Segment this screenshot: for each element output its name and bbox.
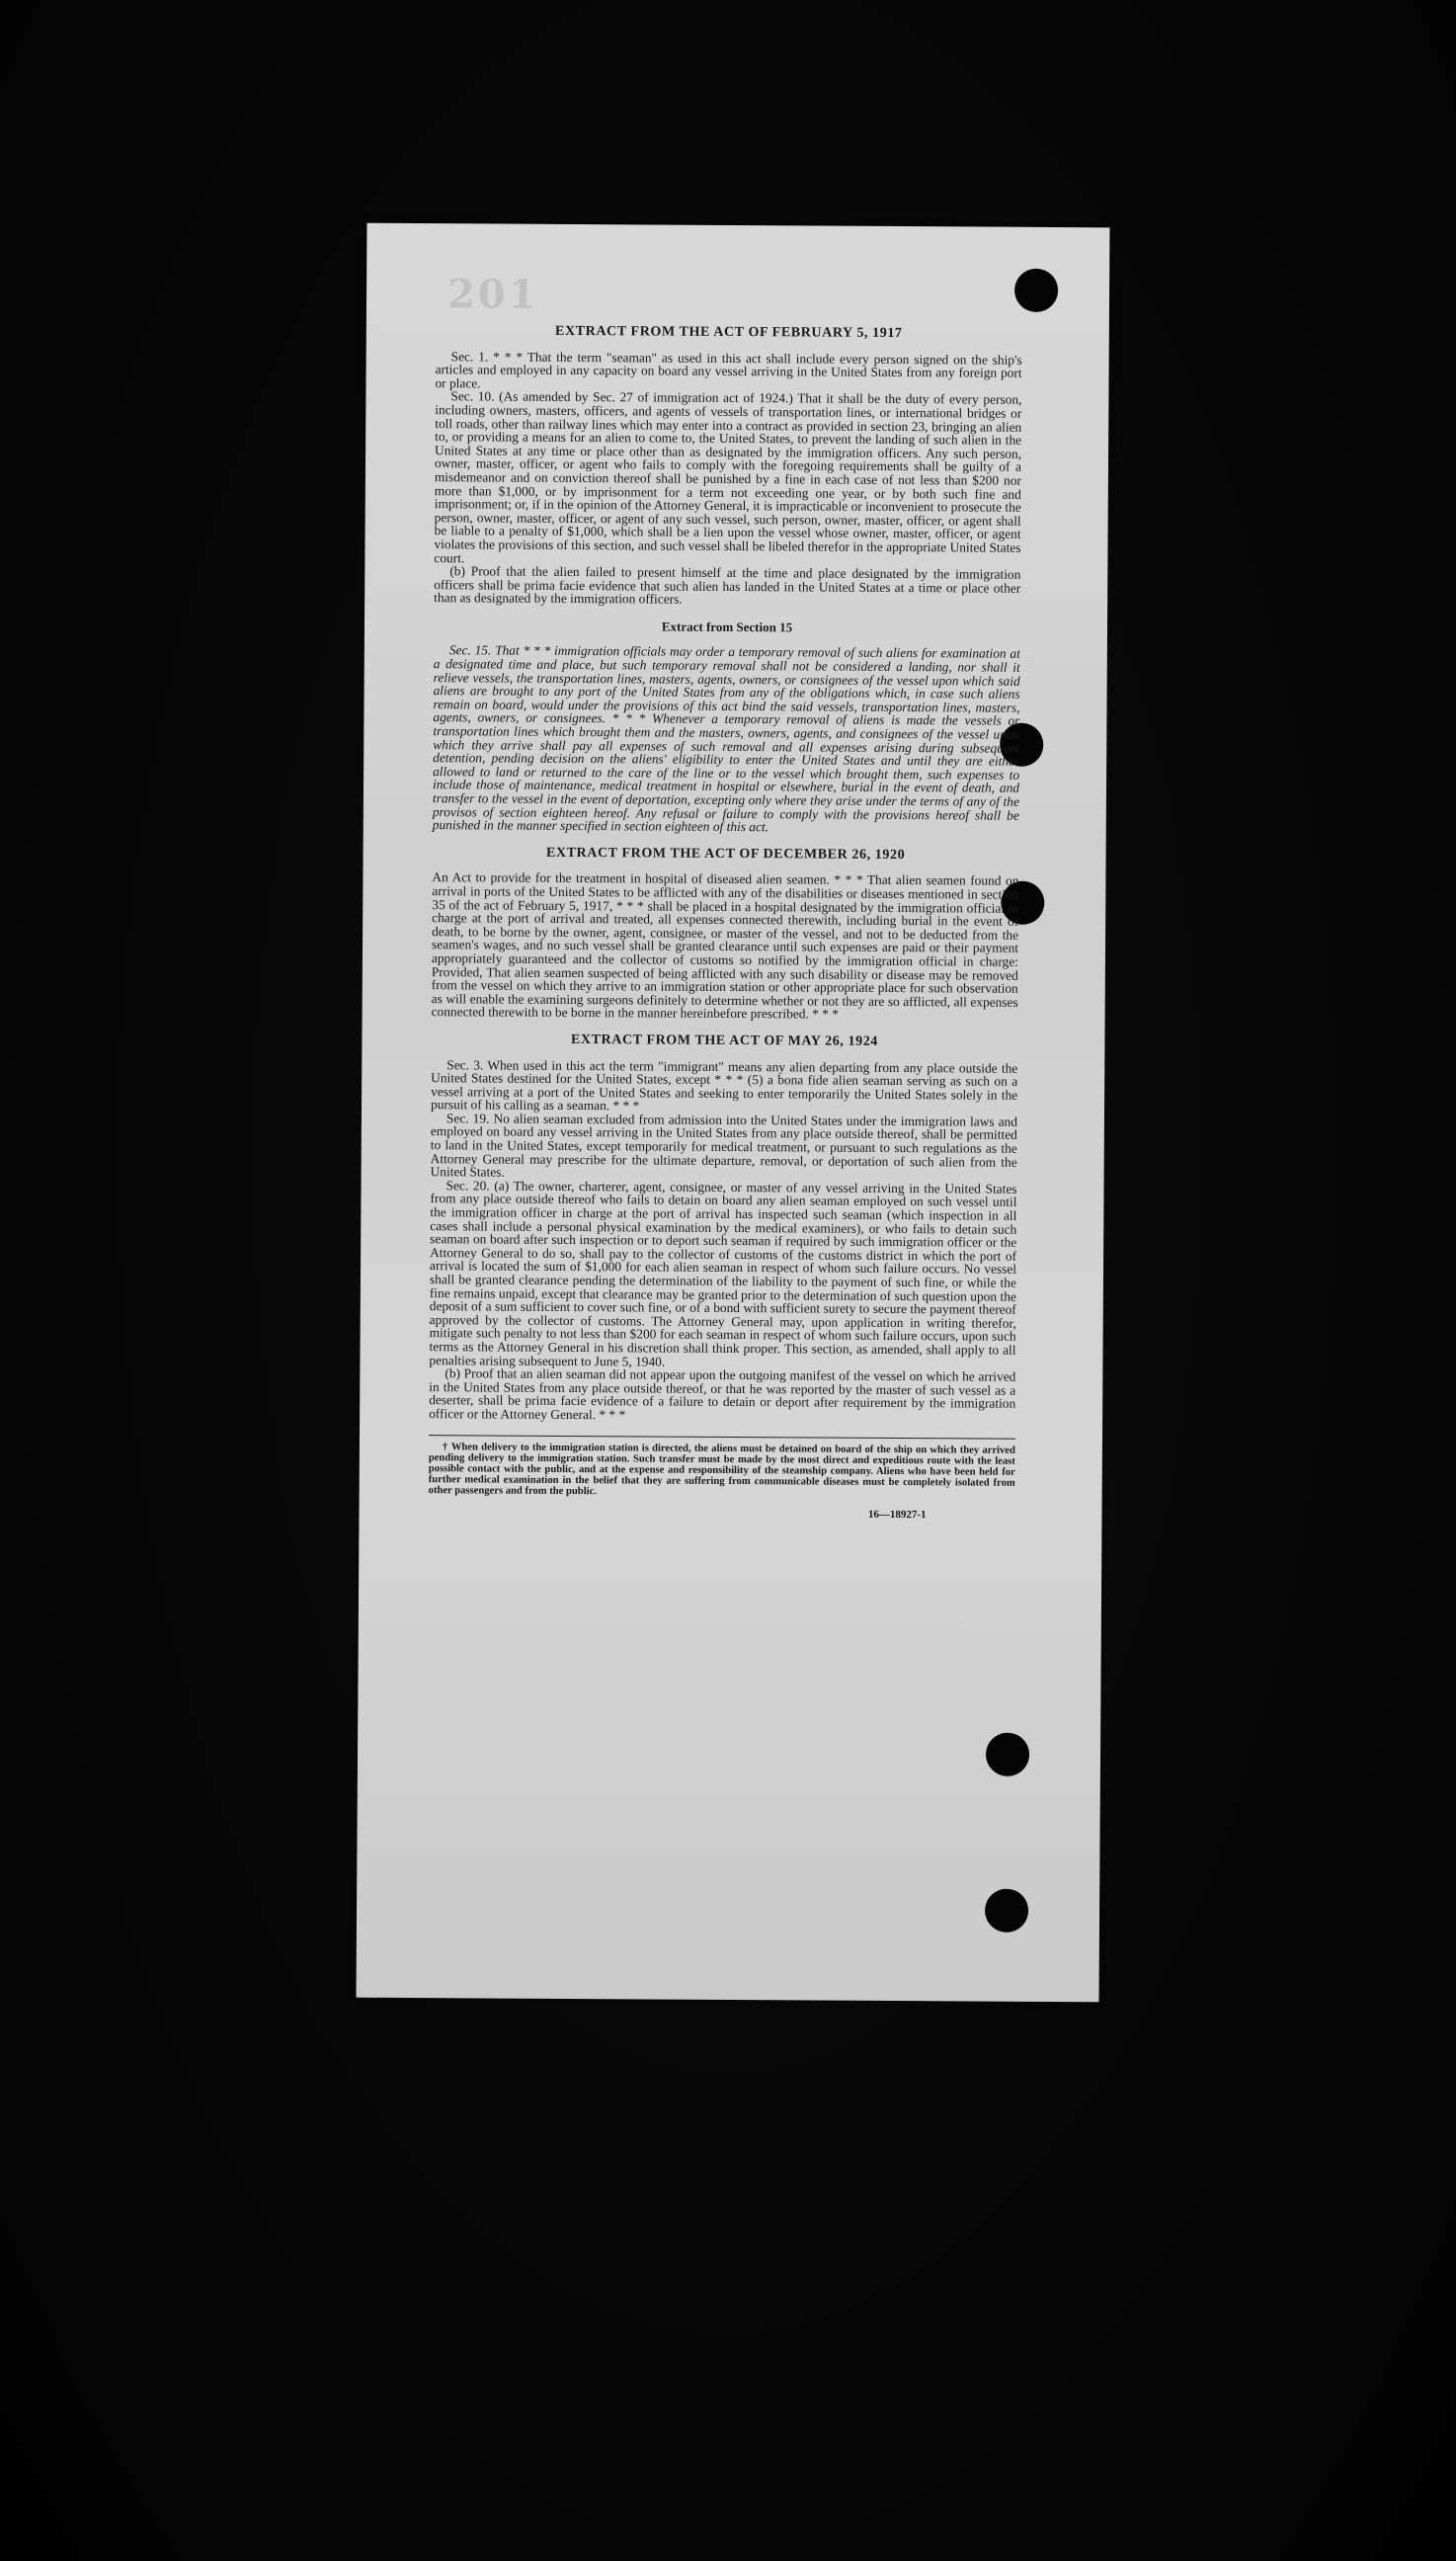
- paragraph: Sec. 15. That * * * immigration officials may order a temporary removal of such aliens for examination at a designated time and place, but such temporary removal shall not be considered a landing, nor shall it relieve vessels, the transportation lines, masters, agents, owners, or consignees of the vessel upon which said aliens are brought to any port of the United States from any of the obligations which, in case such aliens remain on board, would under the provisions of this act bind the said vessels, transportation lines, masters, agents, owners, or consignees. * * * Whenever a temporary removal of aliens is made the vessels or transportation lines which brought them and the masters, owners, agents, and consignees of the vessel upon which they arrive shall pay all expenses of such removal and all expenses arising during subsequent detention, pending decision on the aliens' eligibility to enter the United States and until they are either allowed to land or returned to the care of the line or to the vessel which brought them, such expenses to include those of maintenance, medical treatment in hospital or elsewhere, burial in the event of death, and transfer to the vessel in the event of deportation, excepting only where they arise under the terms of any of the provisos of section eighteen hereof. Any refusal or failure to comply with the provisions hereof shall be punished in the manner specified in section eighteen of this act.: [432, 642, 1020, 835]
- section-15-extract: [433, 619, 1020, 836]
- section-heading: EXTRACT FROM THE ACT OF MAY 26, 1924: [570, 1032, 878, 1049]
- document-page: [357, 223, 1110, 2003]
- paragraph: (b) Proof that the alien failed to present himself at the time and place designated by the immigration officers shall be prima facie evidence that such alien has landed in the United States at a time or place other than as designated by the immigration officers.: [434, 563, 1021, 607]
- section-heading: EXTRACT FROM THE ACT OF DECEMBER 26, 1920: [545, 845, 906, 863]
- section-act-1917: [434, 324, 1022, 608]
- form-number: 16—18927-1: [867, 1508, 927, 1521]
- footnote: † When delivery to the immigration station is directed, the aliens must be detained on board of the ship on which they arrived pending delivery to the immigration station. Such transfer must be made by the most direct and expeditious route with the least possible contact with the public, and at the expense and responsibility of the steamship company. Aliens who have been held for further medical examination in the belief that they are suffering from communicable diseases must be completely isolated from other passengers and from the public.: [428, 1441, 1015, 1497]
- paragraph: Sec. 20. (a) The owner, charterer, agent, consignee, or master of any vessel arriving in the United States from any place outside thereof who fails to detain on board any alien seaman employed on such vessel until the immigration officer in charge at the port of arrival has inspected such seaman (which inspection in all cases shall include a personal physical examination by the medical examiners), or who fails to detain such seaman on board after such inspection or to deport such seaman if required by such immigration officer or the Attorney General to do so, shall pay to the collector of customs of the customs district in which the port of arrival is located the sum of $1,000 for each alien seaman in respect of whom such failure occurs. No vessel shall be granted clearance pending the determination of the liability to the payment of such fine, or while the fine remains unpaid, except that clearance may be granted prior to the determination of such question upon the deposit of a sum sufficient to cover such fine, or of a bond with sufficient surety to secure the payment thereof approved by the collector of customs. The Attorney General may, upon application in writing therefor, mitigate such penalty to not less than $200 for each seaman in respect of whom such failure occurs, upon such terms as the Attorney General in his discretion shall think proper. This section, as amended, shall apply to all penalties arising subsequent to June 5, 1940.: [429, 1178, 1017, 1369]
- paragraph: An Act to provide for the treatment in hospital of diseased alien seamen. * * * That alien seamen found on arrival in ports of the United States to be afflicted with any of the disabilities or diseases mentioned in section 35 of the act of February 5, 1917, * * * shall be placed in a hospital designated by the immigration official in charge at the port of arrival and treated, all expenses connected therewith, including burial in the event of death, to be borne by the owner, agent, consignee, or master of the vessel, and not to be deducted from the seamen's wages, and no such vessel shall be granted clearance until such expenses are paid or their payment appropriately guaranteed and the collector of customs so notified by the immigration official in charge: Provided, That alien seamen suspected of being afflicted with any such disability or disease may be removed from the vessel on which they arrive to an immigration station or other appropriate place for such observation as will enable the examining surgeons definitely to determine whether or not they are so afflicted, all expenses connected therewith to be borne in the manner hereinbefore prescribed. * * *: [431, 869, 1019, 1022]
- paragraph: Sec. 1. * * * That the term "seaman" as used in this act shall include every person signed on the ship's articles and employed in any capacity on board any vessel arriving in the United States from any foreign port or place.: [435, 348, 1022, 391]
- punch-hole: [1014, 269, 1058, 312]
- section-act-1924: [429, 1033, 1017, 1424]
- punch-hole: [985, 1889, 1028, 1933]
- section-act-1920: [432, 846, 1019, 1023]
- divider: [429, 1435, 1015, 1440]
- paragraph: (b) Proof that an alien seaman did not appear upon the outgoing manifest of the vessel on which he arrived in the United States from any place outside thereof, or that he was reported by the master of such vessel as a deserter, shall be prima facie evidence of a failure to detain or deport after requirement by the immigration officer or the Attorney General. * * *: [429, 1365, 1016, 1423]
- section-heading: Extract from Section 15: [661, 619, 793, 635]
- section-heading: EXTRACT FROM THE ACT OF FEBRUARY 5, 1917: [555, 323, 903, 342]
- paragraph: Sec. 10. (As amended by Sec. 27 of immigration act of 1924.) That it shall be the duty of every person, including owners, masters, officers, and agents of vessels of transportation lines, or international bridges or toll roads, other than railway lines which may enter into a contract as provided in section 23, bringing an alien to, or providing a means for an alien to come to, the United States, to prevent the landing of such alien in the United States at any time or place other than as designated by the immigration officers. Any such person, owner, master, officer, or agent who fails to comply with the foregoing requirements shall be guilty of a misdemeanor and on conviction thereof shall be punished by a fine in each case of not less than $200 nor more than $1,000, or by imprisonment for a term not exceeding one year, or by both such fine and imprisonment; or, if in the opinion of the Attorney General, it is impracticable or inconvenient to prosecute the person, owner, master, officer, or agent of any such vessel, such person, owner, master, officer, or agent shall be liable to a penalty of $1,000, which shall be a lien upon the vessel whose owner, master, officer, or agent violates the provisions of this section, and such vessel shall be libeled therefor in the appropriate United States court.: [434, 388, 1022, 565]
- paragraph: Sec. 19. No alien seaman excluded from admission into the United States under the immigration laws and employed on board any vessel arriving in the United States from any place outside thereof, shall be permitted to land in the United States, except temporarily for medical treatment, or pursuant to such regulations as the Attorney General may prescribe for the ultimate departure, removal, or deportation of such alien from the United States.: [430, 1111, 1017, 1180]
- document-text: [428, 324, 1021, 1523]
- paragraph: Sec. 3. When used in this act the term "immigrant" means any alien departing from any place outside the United States destined for the United States, except * * * (5) a bona fide alien seaman serving as such on a vessel arriving at a port of the United States and seeking to enter temporarily the United States solely in the pursuit of his calling as a seaman. * * *: [430, 1056, 1018, 1114]
- punch-hole: [986, 1733, 1029, 1776]
- faint-stamp: 201: [446, 271, 539, 318]
